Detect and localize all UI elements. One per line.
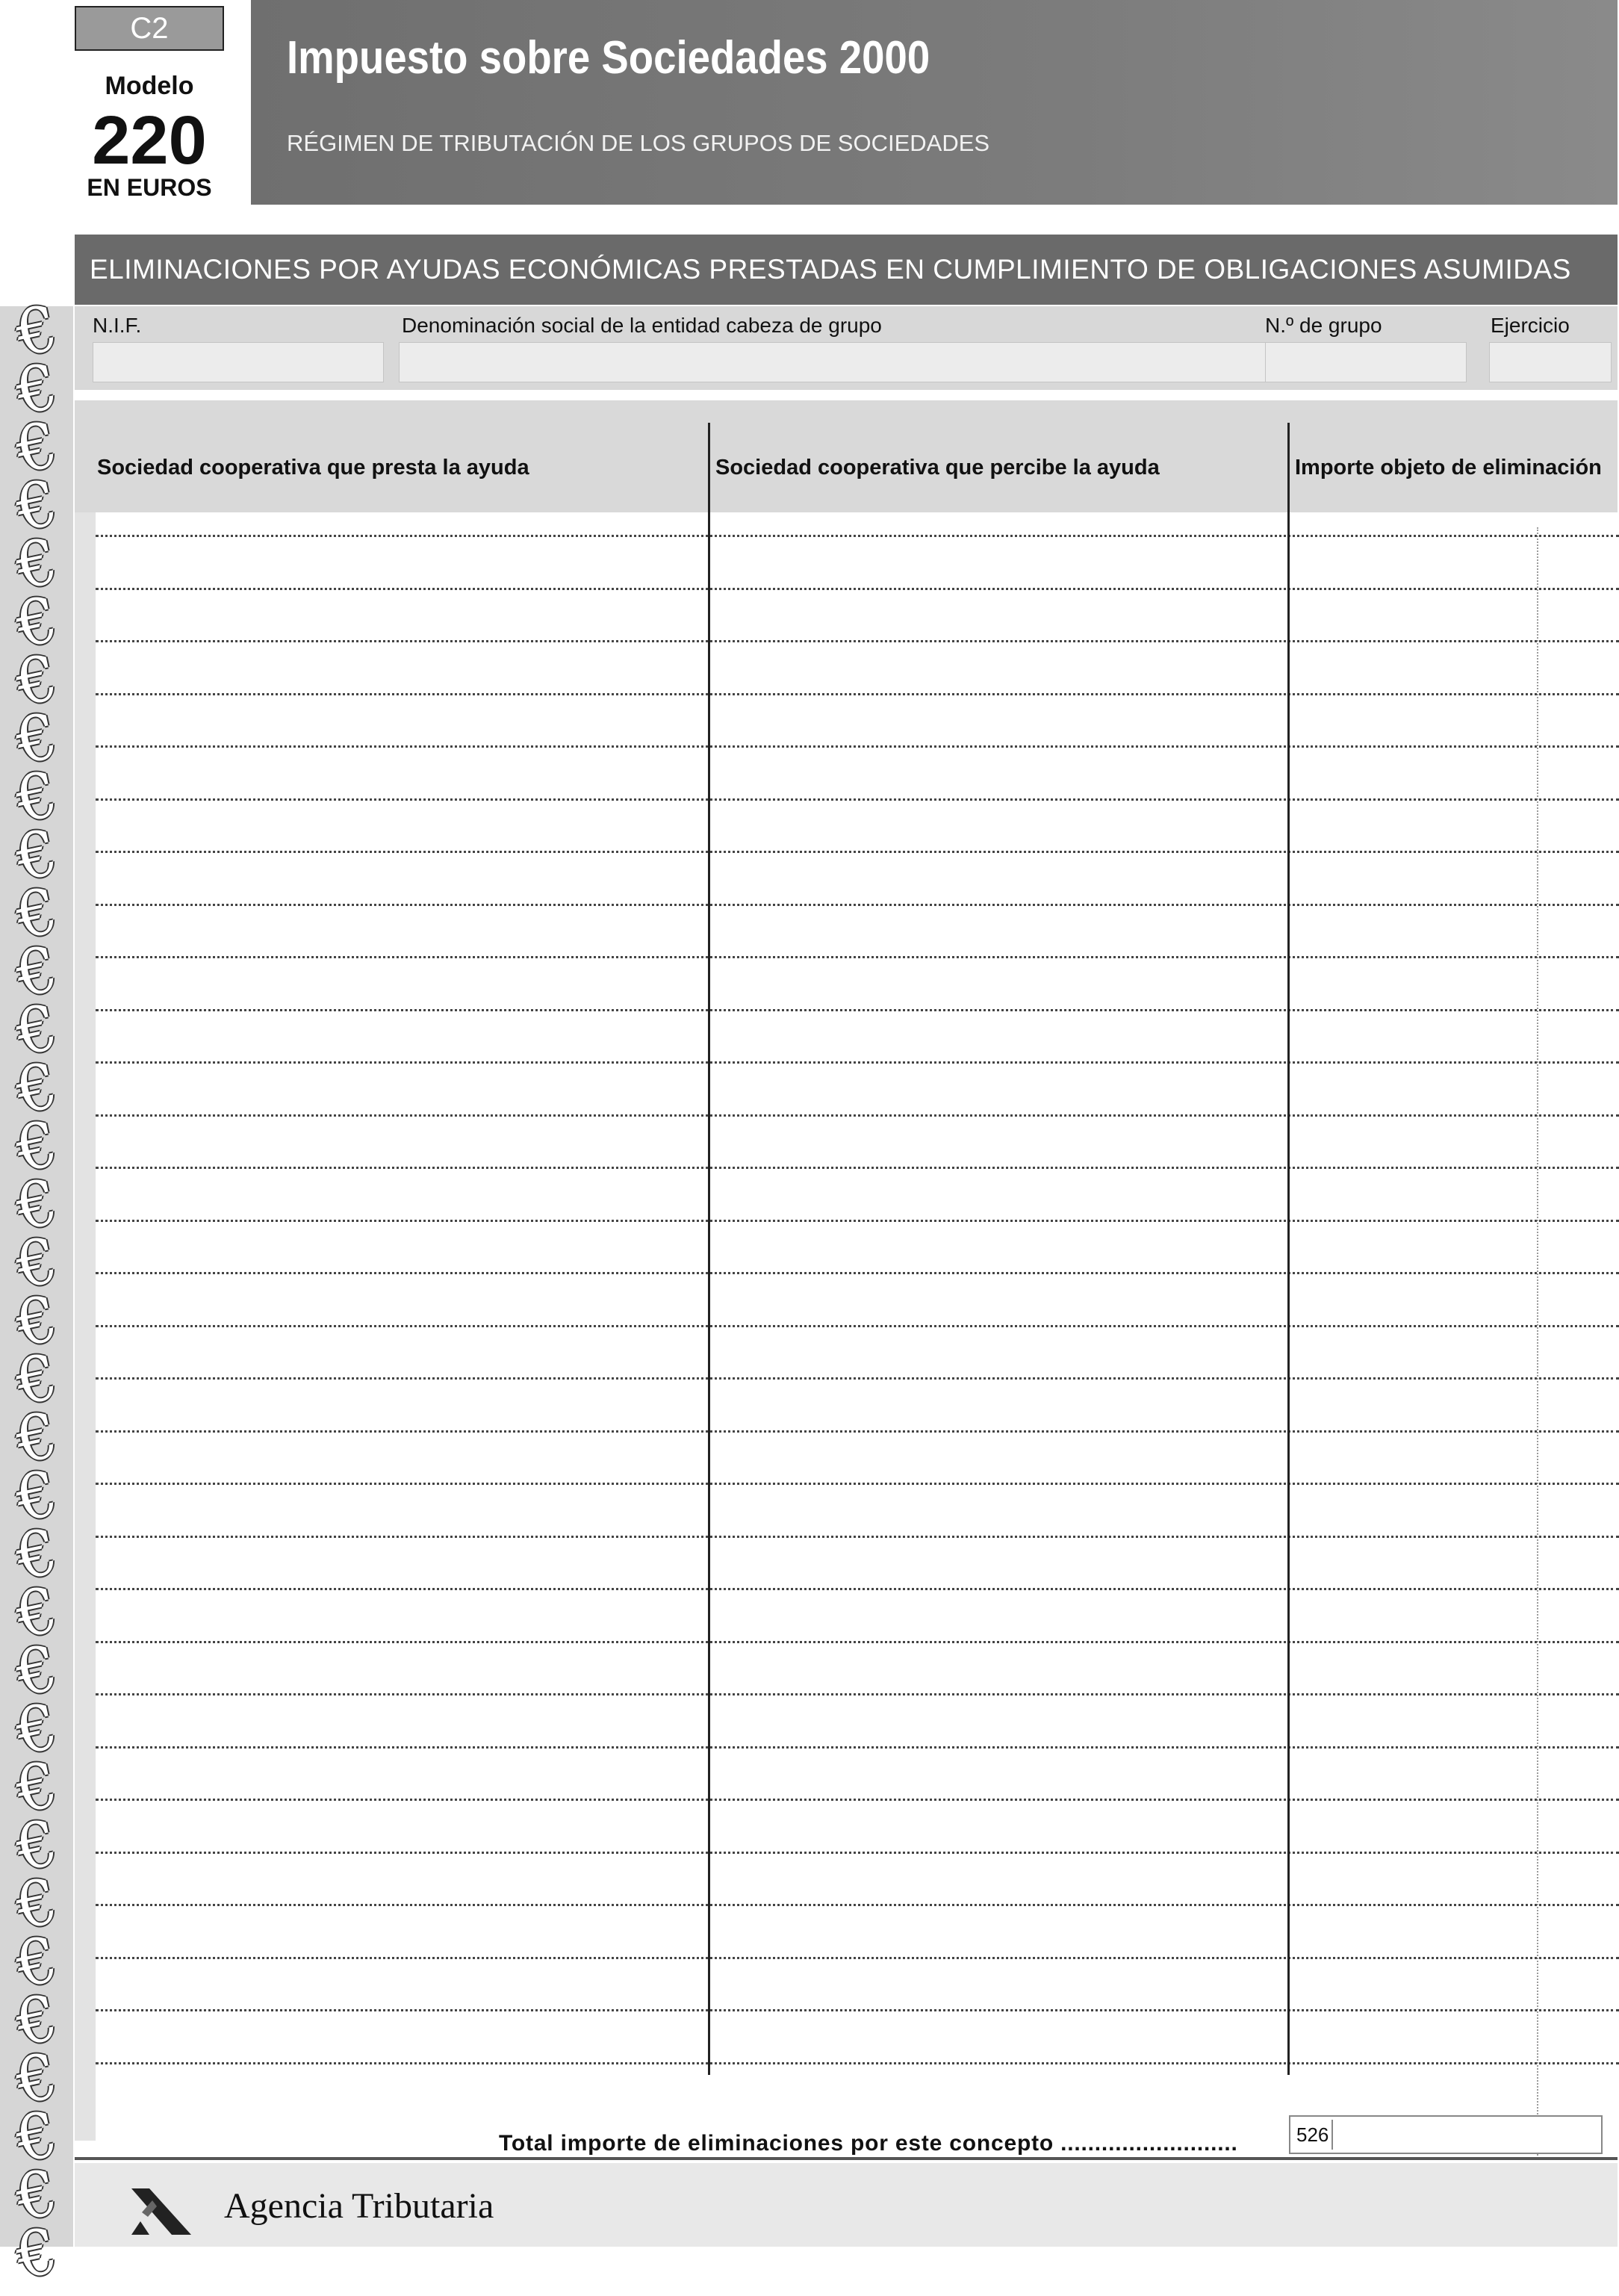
bottom-rule bbox=[75, 2157, 1618, 2160]
table-row[interactable] bbox=[96, 1061, 1619, 1064]
ejercicio-field[interactable] bbox=[1489, 342, 1612, 382]
modelo-number: 220 bbox=[92, 102, 207, 179]
euro-icon: € bbox=[9, 931, 64, 1012]
table-row[interactable] bbox=[96, 2062, 1619, 2064]
euro-icon: € bbox=[9, 1281, 64, 1362]
table-row[interactable] bbox=[96, 1799, 1619, 1801]
euro-icon: € bbox=[9, 2155, 64, 2236]
table-row[interactable] bbox=[96, 1377, 1619, 1380]
euro-icon: € bbox=[9, 2213, 64, 2294]
table-row[interactable] bbox=[96, 1957, 1619, 1959]
euro-icon: € bbox=[9, 1747, 64, 1828]
euro-icon: € bbox=[9, 873, 64, 954]
table-row[interactable] bbox=[96, 1272, 1619, 1274]
amount-decimal-guide bbox=[1537, 527, 1538, 2156]
table-row[interactable] bbox=[96, 588, 1619, 590]
table-row[interactable] bbox=[96, 1693, 1619, 1695]
table-row[interactable] bbox=[96, 1904, 1619, 1906]
currency-label: EN EUROS bbox=[87, 174, 212, 201]
column-header-presta: Sociedad cooperativa que presta la ayuda bbox=[97, 456, 529, 480]
table-row[interactable] bbox=[96, 745, 1619, 748]
denominacion-field[interactable] bbox=[399, 342, 1314, 382]
table-row[interactable] bbox=[96, 2009, 1619, 2011]
table-row[interactable] bbox=[96, 535, 1619, 537]
euro-icon: € bbox=[9, 815, 64, 896]
euro-icon: € bbox=[9, 1048, 64, 1129]
euro-icon: € bbox=[9, 2097, 64, 2177]
table-row[interactable] bbox=[96, 1536, 1619, 1538]
euro-icon: € bbox=[9, 1514, 64, 1595]
table-row[interactable] bbox=[96, 1325, 1619, 1327]
euro-icon: € bbox=[9, 582, 64, 663]
euro-icon: € bbox=[9, 1397, 64, 1478]
table-row[interactable] bbox=[96, 1430, 1619, 1433]
table-row[interactable] bbox=[96, 956, 1619, 958]
identification-row bbox=[75, 306, 1618, 390]
section-title: ELIMINACIONES POR AYUDAS ECONÓMICAS PRESTADAS EN CUMPLIMIENTO DE OBLIGACIONES ASUMIDAS bbox=[90, 254, 1571, 285]
denominacion-label: Denominación social de la entidad cabeza de grupo bbox=[402, 314, 882, 337]
table-row[interactable] bbox=[96, 1746, 1619, 1749]
euro-icon: € bbox=[9, 291, 64, 371]
total-box-code: 526 bbox=[1293, 2120, 1333, 2150]
table-row[interactable] bbox=[96, 1641, 1619, 1643]
table-row[interactable] bbox=[96, 1483, 1619, 1485]
euro-icon: € bbox=[9, 1980, 64, 2061]
column-divider bbox=[708, 423, 710, 2075]
euro-icon: € bbox=[9, 1164, 64, 1245]
euro-icon: € bbox=[9, 1864, 64, 1944]
form-subtitle: RÉGIMEN DE TRIBUTACIÓN DE LOS GRUPOS DE SOCIEDADES bbox=[287, 130, 990, 156]
table-row[interactable] bbox=[96, 1009, 1619, 1011]
grupo-label: N.º de grupo bbox=[1265, 314, 1382, 337]
euro-icon: € bbox=[9, 524, 64, 604]
page-code-badge: C2 bbox=[75, 6, 224, 51]
form-title: Impuesto sobre Sociedades 2000 bbox=[287, 32, 930, 84]
euro-icon: € bbox=[9, 1339, 64, 1420]
euro-icon: € bbox=[9, 1106, 64, 1187]
column-header-percibe: Sociedad cooperativa que percibe la ayuda bbox=[715, 456, 1160, 480]
euro-icon: € bbox=[9, 1689, 64, 1769]
table-row[interactable] bbox=[96, 851, 1619, 853]
column-divider bbox=[1287, 423, 1290, 2075]
table-row[interactable] bbox=[96, 1588, 1619, 1590]
section-band bbox=[75, 235, 1618, 305]
total-label: Total importe de eliminaciones por este concepto .......................... bbox=[499, 2131, 1238, 2156]
euro-icon: € bbox=[9, 990, 64, 1070]
table-row[interactable] bbox=[96, 1852, 1619, 1854]
table-row[interactable] bbox=[96, 798, 1619, 801]
table-row[interactable] bbox=[96, 1114, 1619, 1117]
euro-icon: € bbox=[9, 1223, 64, 1303]
euro-icon: € bbox=[9, 1922, 64, 2002]
table-rows bbox=[96, 512, 1619, 2142]
euro-icon: € bbox=[9, 1631, 64, 1711]
agencia-tributaria-logo-icon bbox=[127, 2182, 194, 2236]
nif-label: N.I.F. bbox=[93, 314, 142, 337]
agency-name: Agencia Tributaria bbox=[224, 2186, 494, 2226]
euro-icon: € bbox=[9, 349, 64, 429]
euro-icon: € bbox=[9, 407, 64, 488]
ejercicio-label: Ejercicio bbox=[1491, 314, 1570, 337]
modelo-label: Modelo bbox=[105, 72, 194, 100]
table-row[interactable] bbox=[96, 1167, 1619, 1169]
table-row[interactable] bbox=[96, 640, 1619, 642]
euro-icon: € bbox=[9, 1572, 64, 1653]
header-band bbox=[251, 0, 1618, 205]
total-amount-field[interactable] bbox=[1289, 2115, 1603, 2154]
euro-icon: € bbox=[9, 757, 64, 837]
table-row[interactable] bbox=[96, 904, 1619, 906]
euro-icon: € bbox=[9, 1456, 64, 1536]
column-header-importe: Importe objeto de eliminación bbox=[1295, 456, 1602, 480]
grupo-field[interactable] bbox=[1265, 342, 1467, 382]
eliminaciones-table bbox=[75, 400, 1618, 2141]
euro-icon: € bbox=[9, 698, 64, 779]
euro-icon: € bbox=[9, 640, 64, 721]
euro-icon: € bbox=[9, 2038, 64, 2119]
euro-icon: € bbox=[9, 1805, 64, 1886]
euro-decoration-strip bbox=[0, 291, 73, 2294]
nif-field[interactable] bbox=[93, 342, 384, 382]
table-row[interactable] bbox=[96, 693, 1619, 695]
modelo-badge bbox=[75, 51, 224, 205]
table-row[interactable] bbox=[96, 1220, 1619, 1222]
euro-icon: € bbox=[9, 465, 64, 546]
